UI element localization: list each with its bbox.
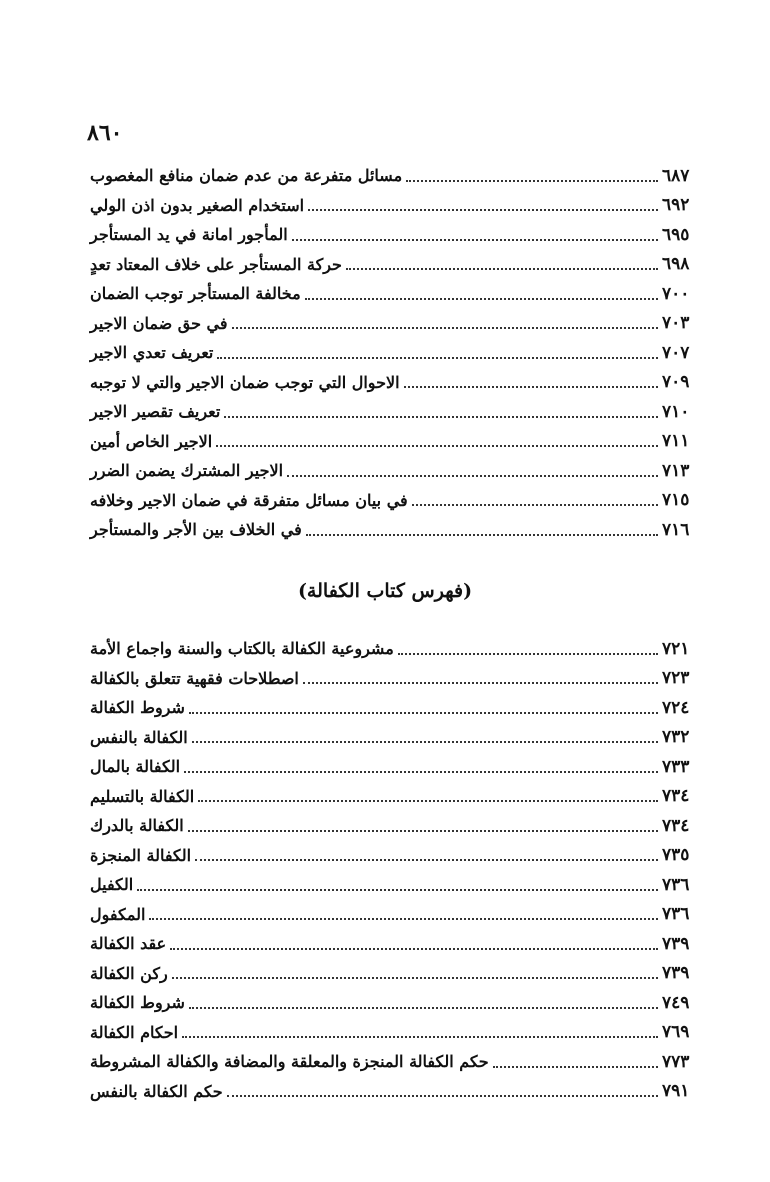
toc-entry-page: ٧٣٤ bbox=[662, 815, 690, 836]
toc-entry bbox=[84, 309, 706, 339]
toc-entry bbox=[84, 397, 706, 427]
toc-entry-title: ركن الكفالة bbox=[90, 963, 168, 983]
toc-entry-page: ٧٠٧ bbox=[662, 342, 690, 363]
toc-entry-title: في الخلاف بين الأجر والمستأجر bbox=[90, 520, 302, 540]
toc-entry-page: ٧١٣ bbox=[662, 460, 690, 481]
toc-entry-page: ٦٩٥ bbox=[662, 224, 690, 245]
toc-entry-title: شروط الكفالة bbox=[90, 698, 185, 718]
toc-leader-dots bbox=[493, 1066, 658, 1068]
toc-entry-title: في بيان مسائل متفرقة في ضمان الاجير وخلافه bbox=[90, 490, 408, 510]
toc-entry-page: ٧٣٩ bbox=[662, 963, 690, 984]
toc-list-first bbox=[84, 161, 706, 545]
toc-entry-title: اصطلاحات فقهية تتعلق بالكفالة bbox=[90, 668, 299, 688]
toc-entry bbox=[84, 693, 706, 723]
toc-leader-dots bbox=[198, 800, 658, 802]
toc-entry-title: في حق ضمان الاجير bbox=[90, 313, 228, 333]
toc-leader-dots bbox=[216, 445, 658, 447]
toc-entry-page: ٧١٠ bbox=[662, 401, 690, 422]
toc-entry-title: حكم الكفالة المنجزة والمعلقة والمضافة والكفالة المشروطة bbox=[90, 1052, 489, 1072]
toc-entry-title: حركة المستأجر على خلاف المعتاد تعدٍ bbox=[90, 254, 342, 274]
toc-entry bbox=[84, 929, 706, 959]
toc-leader-dots bbox=[182, 1036, 658, 1038]
toc-leader-dots bbox=[227, 1095, 658, 1097]
toc-entry-page: ٧٠٩ bbox=[662, 372, 690, 393]
toc-entry-page: ٧١٥ bbox=[662, 490, 690, 511]
toc-entry-page: ٧٠٣ bbox=[662, 313, 690, 334]
toc-leader-dots bbox=[412, 504, 658, 506]
toc-entry bbox=[84, 338, 706, 368]
toc-entry-title: الكفالة بالمال bbox=[90, 757, 181, 777]
toc-entry-page: ٧١١ bbox=[662, 431, 690, 452]
toc-entry-page: ٧٧٣ bbox=[662, 1051, 690, 1072]
toc-entry bbox=[84, 634, 706, 664]
toc-leader-dots bbox=[292, 239, 658, 241]
toc-entry bbox=[84, 664, 706, 694]
toc-entry-page: ٧٣٤ bbox=[662, 786, 690, 807]
toc-entry-title: المكفول bbox=[90, 904, 146, 924]
toc-leader-dots bbox=[217, 357, 658, 359]
toc-entry-title: عقد الكفالة bbox=[90, 934, 167, 954]
toc-entry-title: الكفالة بالدرك bbox=[90, 816, 184, 836]
section-heading: (فهرس كتاب الكفالة) bbox=[297, 580, 473, 602]
toc-entry-title: حكم الكفالة بالنفس bbox=[90, 1081, 223, 1101]
toc-entry-page: ٧٦٩ bbox=[662, 1022, 690, 1043]
toc-leader-dots bbox=[306, 534, 658, 536]
toc-entry bbox=[84, 220, 706, 250]
toc-entry-title: شروط الكفالة bbox=[90, 993, 185, 1013]
toc-leader-dots bbox=[189, 712, 658, 714]
toc-leader-dots bbox=[308, 209, 658, 211]
toc-entry bbox=[84, 723, 706, 753]
toc-entry bbox=[84, 988, 706, 1018]
toc-entry-page: ٧٣٥ bbox=[662, 845, 690, 866]
toc-entry-title: استخدام الصغير بدون اذن الولي bbox=[90, 195, 305, 215]
toc-leader-dots bbox=[172, 977, 658, 979]
toc-entry-title: تعريف تقصير الاجير bbox=[90, 402, 221, 422]
toc-entry bbox=[84, 1047, 706, 1077]
toc-leader-dots bbox=[184, 771, 658, 773]
toc-entry-page: ٧٢٣ bbox=[662, 668, 690, 689]
toc-entry-title: الكفالة بالتسليم bbox=[90, 786, 195, 806]
toc-entry-title: مشروعية الكفالة بالكتاب والسنة واجماع الأمة bbox=[90, 639, 394, 659]
toc-entry-page: ٧٩١ bbox=[662, 1081, 690, 1102]
toc-entry bbox=[84, 900, 706, 930]
toc-entry-title: المأجور امانة في يد المستأجر bbox=[90, 225, 288, 245]
toc-entry bbox=[84, 959, 706, 989]
toc-entry-page: ٦٩٢ bbox=[662, 195, 690, 216]
toc-entry-page: ٧٢٤ bbox=[662, 697, 690, 718]
toc-entry-title: الكفالة المنجزة bbox=[90, 845, 192, 865]
toc-entry bbox=[84, 456, 706, 486]
toc-entry bbox=[84, 279, 706, 309]
toc-leader-dots bbox=[224, 416, 658, 418]
toc-entry bbox=[84, 1077, 706, 1107]
toc-entry-title: تعريف تعدي الاجير bbox=[90, 343, 214, 363]
toc-entry-page: ٦٨٧ bbox=[662, 165, 690, 186]
toc-entry-page: ٧٣٦ bbox=[662, 904, 690, 925]
toc-leader-dots bbox=[149, 918, 658, 920]
toc-entry bbox=[84, 782, 706, 812]
toc-leader-dots bbox=[398, 653, 658, 655]
toc-entry-title: الكفالة بالنفس bbox=[90, 727, 188, 747]
toc-entry-page: ٧١٦ bbox=[662, 519, 690, 540]
toc-entry bbox=[84, 1018, 706, 1048]
toc-leader-dots bbox=[305, 298, 658, 300]
toc-entry-page: ٧٣٣ bbox=[662, 756, 690, 777]
toc-entry-page: ٧٤٩ bbox=[662, 992, 690, 1013]
toc-entry-title: الاحوال التي توجب ضمان الاجير والتي لا توجبه bbox=[90, 372, 400, 392]
toc-leader-dots bbox=[189, 1007, 658, 1009]
toc-entry-title: الاجير المشترك يضمن الضرر bbox=[90, 461, 284, 481]
toc-entry-title: مسائل متفرعة من عدم ضمان منافع المغصوب bbox=[90, 166, 403, 186]
toc-leader-dots bbox=[303, 682, 658, 684]
toc-entry-page: ٧٣٢ bbox=[662, 727, 690, 748]
toc-entry bbox=[84, 752, 706, 782]
toc-entry bbox=[84, 368, 706, 398]
toc-leader-dots bbox=[137, 889, 658, 891]
toc-leader-dots bbox=[346, 268, 658, 270]
toc-entry bbox=[84, 811, 706, 841]
toc-entry-title: مخالفة المستأجر توجب الضمان bbox=[90, 284, 301, 304]
toc-entry bbox=[84, 427, 706, 457]
toc-leader-dots bbox=[404, 386, 658, 388]
toc-entry-title: احكام الكفالة bbox=[90, 1022, 179, 1042]
toc-entry-title: الاجير الخاص أمين bbox=[90, 431, 213, 451]
toc-entry bbox=[84, 841, 706, 871]
toc-entry-page: ٧٢١ bbox=[662, 638, 690, 659]
toc-entry bbox=[84, 250, 706, 280]
toc-entry-title: الكفيل bbox=[90, 875, 134, 895]
toc-leader-dots bbox=[406, 180, 658, 182]
toc-entry-page: ٧٣٦ bbox=[662, 874, 690, 895]
toc-list-kafala bbox=[84, 634, 706, 1106]
toc-entry-page: ٧٠٠ bbox=[662, 283, 690, 304]
toc-entry bbox=[84, 486, 706, 516]
toc-leader-dots bbox=[192, 741, 658, 743]
toc-entry-page: ٧٣٩ bbox=[662, 933, 690, 954]
toc-entry bbox=[84, 161, 706, 191]
page-number: ٨٦٠ bbox=[87, 120, 123, 146]
toc-leader-dots bbox=[188, 830, 658, 832]
toc-entry bbox=[84, 870, 706, 900]
toc-entry bbox=[84, 191, 706, 221]
toc-entry bbox=[84, 515, 706, 545]
toc-leader-dots bbox=[287, 475, 658, 477]
toc-leader-dots bbox=[232, 327, 658, 329]
toc-entry-page: ٦٩٨ bbox=[662, 254, 690, 275]
toc-leader-dots bbox=[170, 948, 658, 950]
toc-leader-dots bbox=[195, 859, 658, 861]
